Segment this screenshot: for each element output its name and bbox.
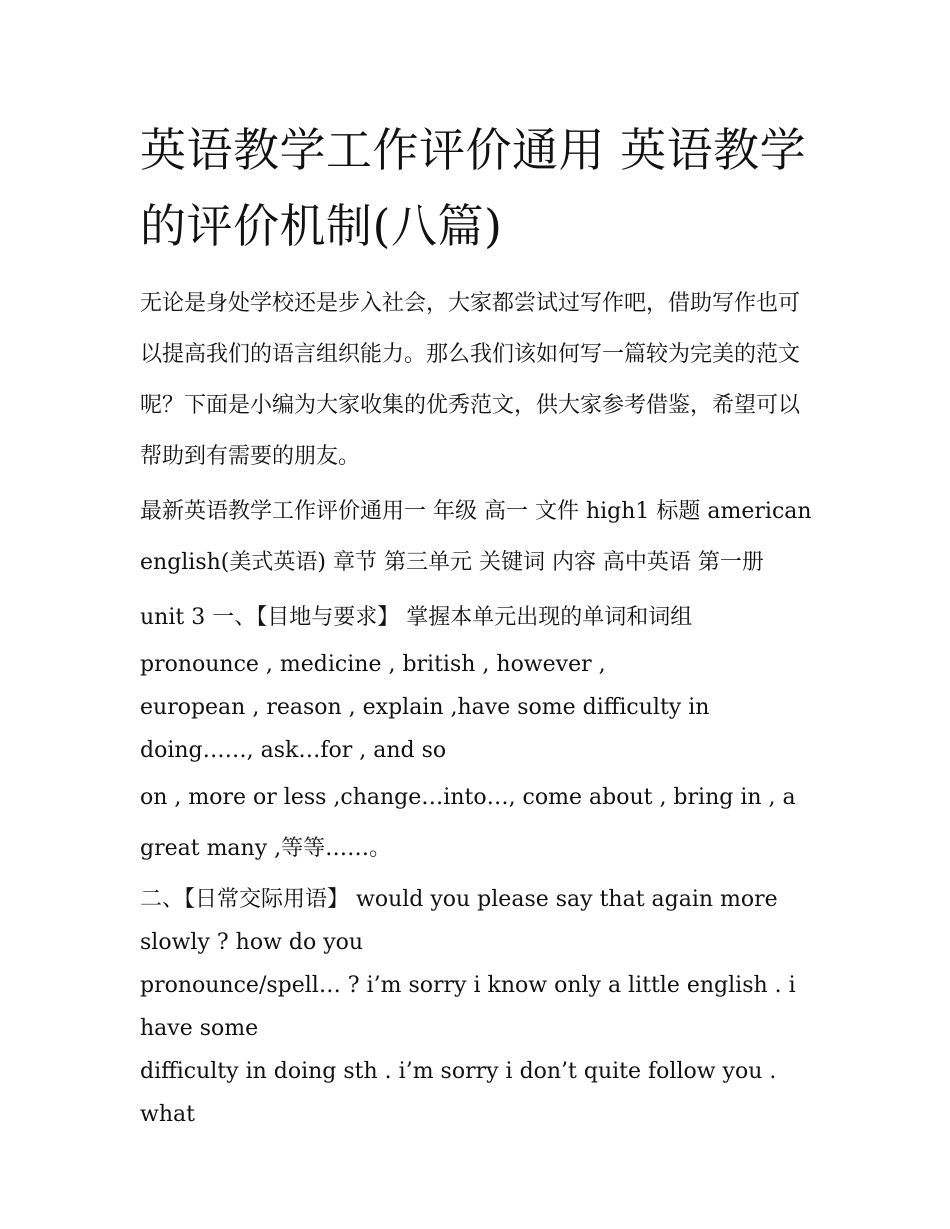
daily-line: pronounce/spell… ? i’m sorry i know only a little english . i have some [140, 973, 796, 1041]
unit-objectives-paragraph [140, 592, 820, 874]
unit-line: on , more or less ,change…into…, come about , bring in , a great many ,等等……。 [140, 785, 796, 861]
section-metadata-paragraph: 最新英语教学工作评价通用一 年级 高一 文件 high1 标题 american english(美式英语) 章节 第三单元 关键词 内容 高中英语 第一册 [140, 499, 812, 575]
unit-line: unit 3 一、【目地与要求】 掌握本单元出现的单词和词组 [140, 605, 693, 630]
unit-line: european , reason , explain ,have some difficulty in doing……, ask…for , and so [140, 695, 710, 763]
intro-paragraph: 无论是身处学校还是步入社会，大家都尝试过写作吧，借助写作也可以提高我们的语言组织能力。那么我们该如何写一篇较为完美的范文呢？下面是小编为大家收集的优秀范文，供大家参考借鉴，希望可以帮助到有需要的朋友。 [140, 291, 801, 469]
document-page [140, 112, 820, 1140]
daily-line: difficulty in doing sth . i’m sorry i don’t quite follow you . what [140, 1059, 777, 1127]
document-title: 英语教学工作评价通用 英语教学的评价机制(八篇) [140, 123, 807, 253]
unit-line: pronounce , medicine , british , however , [140, 652, 606, 677]
daily-line: 二、【日常交际用语】 would you please say that again more slowly ? how do you [140, 887, 778, 955]
daily-expressions-paragraph [140, 878, 820, 1136]
